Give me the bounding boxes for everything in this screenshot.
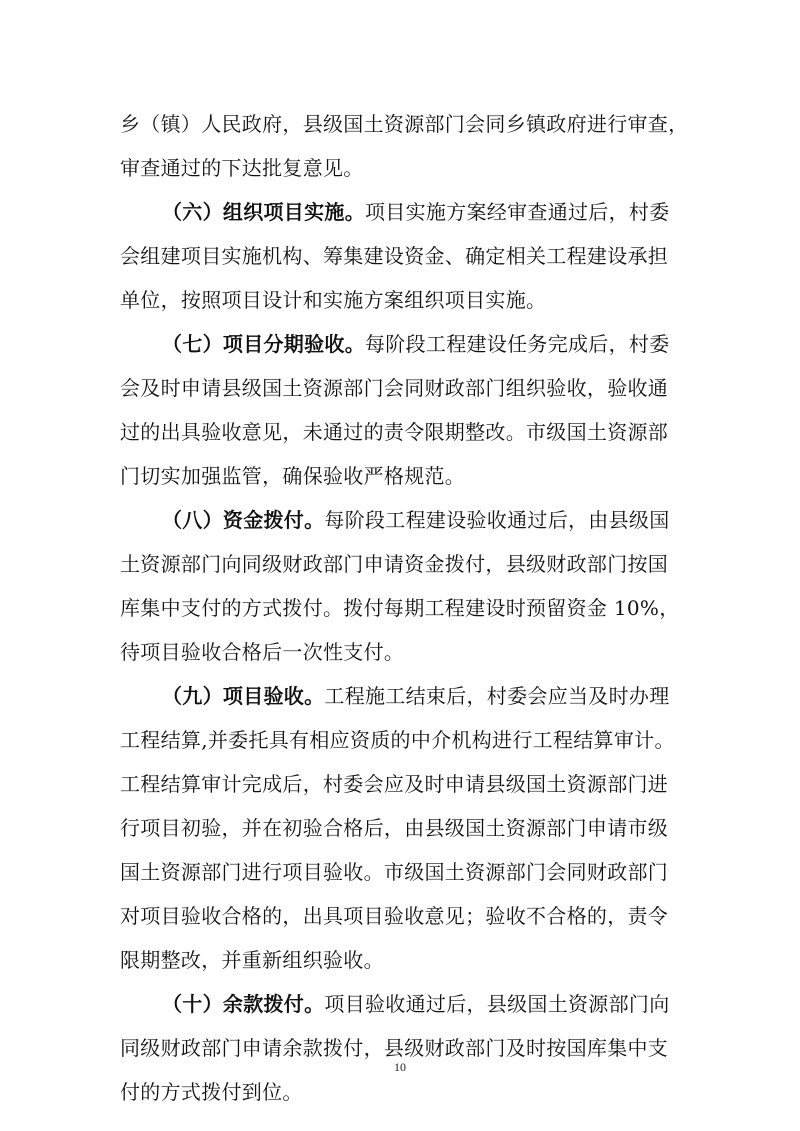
section-7-first-line-text: 每阶段工程建设任务完成后，村委 [365, 332, 670, 356]
section-10-line-2: 同级财政部门申请余款拨付，县级财政部门及时按国库集中支 [120, 1036, 669, 1060]
section-10-first-line-text: 项目验收通过后，县级国土资源部门向 [324, 992, 670, 1016]
section-6-first-line [120, 190, 680, 234]
section-9-line-7: 限期整改，并重新组织验收。 [120, 948, 384, 972]
section-6-heading: （六）组织项目实施。 [162, 200, 365, 224]
document-body [120, 102, 689, 1114]
section-10 [120, 982, 680, 1114]
section-9-line-6: 对项目验收合格的，出具项目验收意见；验收不合格的，责令 [120, 904, 669, 928]
section-8-first-line-text: 每阶段工程建设验收通过后，由县级国 [324, 508, 670, 532]
section-7-line-2: 会及时申请县级国土资源部门会同财政部门组织验收，验收通 [120, 376, 669, 400]
section-9-line-2: 工程结算,并委托具有相应资质的中介机构进行工程结算审计。 [120, 728, 675, 752]
section-9-first-line-text: 工程施工结束后，村委会应当及时办理 [324, 684, 670, 708]
section-8-heading: （八）资金拨付。 [162, 508, 325, 532]
page-number: 10 [394, 1060, 406, 1074]
section-8-first-line [120, 498, 680, 542]
section-8-line-4: 待项目验收合格后一次性支付。 [120, 640, 405, 664]
section-6-line-3: 单位，按照项目设计和实施方案组织项目实施。 [120, 288, 547, 312]
section-6 [120, 190, 680, 322]
section-6-line-2: 会组建项目实施机构、筹集建设资金、确定相关工程建设承担 [120, 244, 669, 268]
section-8-line-3: 库集中支付的方式拨付。拨付每期工程建设时预留资金 10%， [120, 596, 680, 620]
intro-line-2: 审查通过的下达批复意见。 [120, 156, 364, 180]
section-8-line-2: 土资源部门向同级财政部门申请资金拨付，县级财政部门按国 [120, 552, 669, 576]
section-7 [120, 322, 680, 498]
section-7-heading: （七）项目分期验收。 [162, 332, 365, 356]
section-10-heading: （十）余款拨付。 [162, 992, 325, 1016]
section-7-first-line [120, 322, 680, 366]
section-9-first-line [120, 674, 680, 718]
section-8 [120, 498, 680, 674]
intro-line-1: 乡（镇）人民政府，县级国土资源部门会同乡镇政府进行审查， [120, 112, 689, 136]
section-9-line-4: 行项目初验，并在初验合格后，由县级国土资源部门申请市级 [120, 816, 669, 840]
section-9-heading: （九）项目验收。 [162, 684, 325, 708]
section-7-line-3: 过的出具验收意见，未通过的责令限期整改。市级国土资源部 [120, 420, 669, 444]
section-9-line-5: 国土资源部门进行项目验收。市级国土资源部门会同财政部门 [120, 860, 669, 884]
section-10-line-3: 付的方式拨付到位。 [120, 1080, 303, 1104]
section-9-line-3: 工程结算审计完成后，村委会应及时申请县级国土资源部门进 [120, 772, 669, 796]
section-6-first-line-text: 项目实施方案经审查通过后，村委 [365, 200, 670, 224]
section-10-first-line [120, 982, 680, 1026]
section-7-line-4: 门切实加强监管，确保验收严格规范。 [120, 464, 466, 488]
section-9 [120, 674, 680, 982]
